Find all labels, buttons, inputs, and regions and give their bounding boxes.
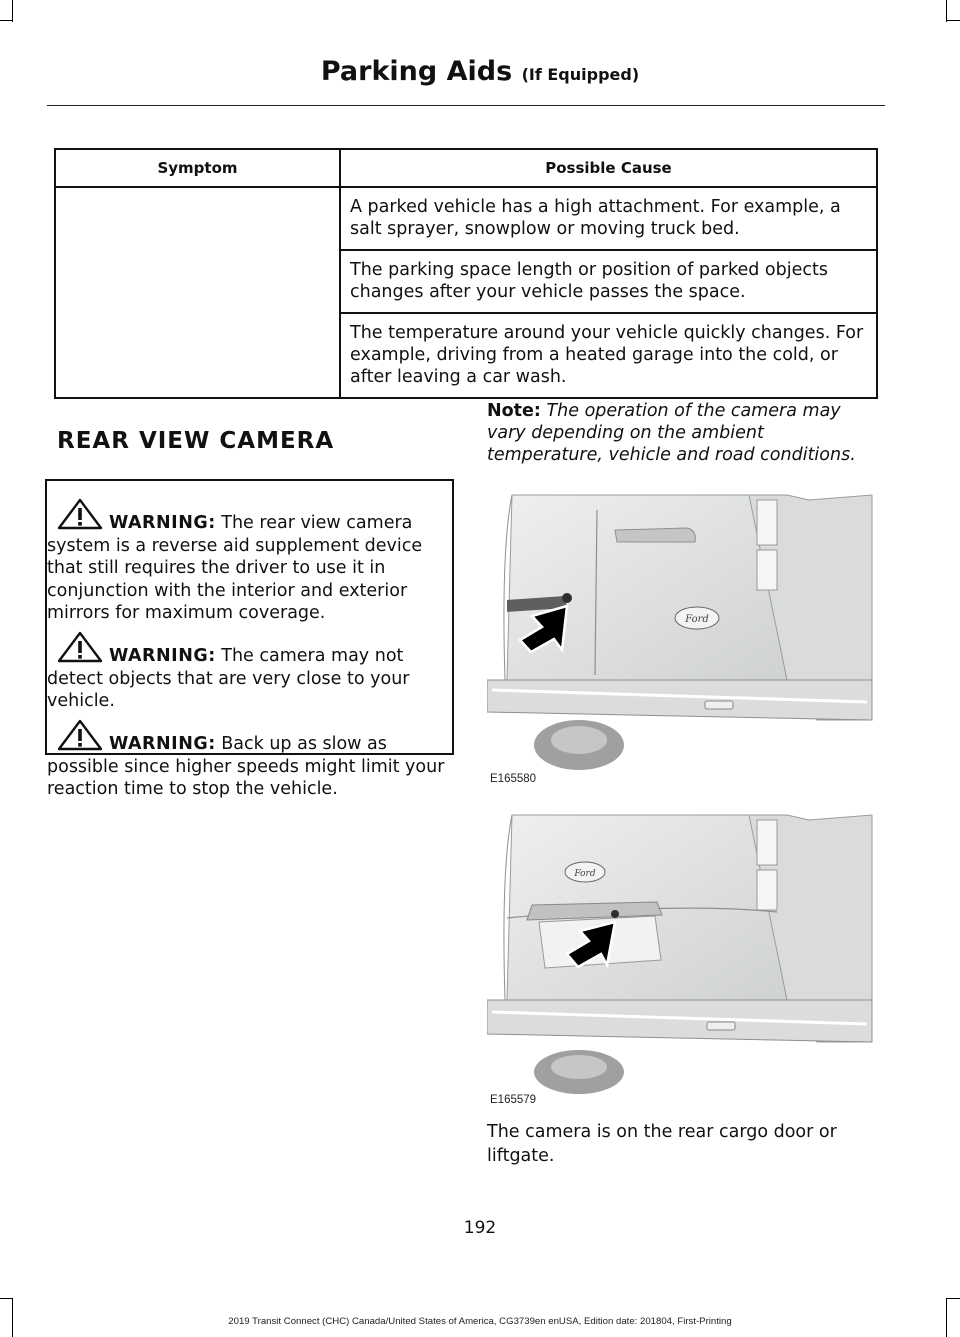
symptom-cell xyxy=(55,187,340,398)
cause-cell: The temperature around your vehicle quickly changes. For example, driving from a heated garage into the cold, or after leaving a car wash. xyxy=(340,313,877,398)
page-title xyxy=(0,56,960,87)
warning-triangle-icon xyxy=(56,631,104,663)
warning-triangle-icon xyxy=(56,719,104,751)
figure-code: E165579 xyxy=(490,1094,537,1106)
page-title-qualifier: (If Equipped) xyxy=(521,65,640,84)
figure-liftgate-camera xyxy=(487,810,875,1110)
section-heading: REAR VIEW CAMERA xyxy=(57,428,335,454)
warning-item xyxy=(47,512,449,625)
warning-text xyxy=(47,512,449,625)
van-rear-illustration xyxy=(487,490,875,790)
van-rear-illustration xyxy=(487,810,875,1110)
column-header-symptom: Symptom xyxy=(55,149,340,187)
crop-mark xyxy=(12,0,13,22)
warning-triangle-icon xyxy=(56,498,104,530)
crop-mark xyxy=(946,0,947,22)
table-row xyxy=(55,187,877,250)
warning-item xyxy=(47,733,449,801)
figure-caption: The camera is on the rear cargo door or liftgate. xyxy=(487,1122,837,1166)
cause-cell: The parking space length or position of parked objects changes after your vehicle passes the space. xyxy=(340,250,877,313)
page-number: 192 xyxy=(463,1218,497,1238)
figure-rear-door-camera xyxy=(487,490,875,790)
cause-cell: A parked vehicle has a high attachment. For example, a salt sprayer, snowplow or moving truck bed. xyxy=(340,187,877,250)
warning-text xyxy=(47,645,449,713)
warning-item xyxy=(47,645,449,713)
warning-body: The camera may not detect objects that are very close to your vehicle. xyxy=(47,646,410,711)
possible-cause-table xyxy=(54,148,878,399)
document-footer: 2019 Transit Connect (CHC) Canada/United States of America, CG3739en enUSA, Edition date: 201804, First-Printing xyxy=(228,1316,732,1327)
warning-text xyxy=(47,733,449,801)
note-label: Note: xyxy=(487,401,541,421)
warning-body: The rear view camera system is a reverse aid supplement device that still requires the driver to use it in conjunction with the interior and exterior mirrors for maximum coverage. xyxy=(47,513,423,623)
warning-body: Back up as slow as possible since higher speeds might limit your reaction time to stop the vehicle. xyxy=(47,734,445,799)
ford-badge-text: Ford xyxy=(574,869,596,879)
crop-mark xyxy=(0,1298,13,1299)
warning-box xyxy=(45,479,454,799)
ford-badge-text: Ford xyxy=(685,614,709,625)
note-paragraph xyxy=(487,400,882,466)
warning-label: WARNING: xyxy=(109,646,216,666)
crop-mark xyxy=(0,20,13,21)
warning-label: WARNING: xyxy=(109,734,216,754)
crop-mark xyxy=(946,1298,960,1299)
figure-code: E165580 xyxy=(490,773,537,785)
table-header-row xyxy=(55,149,877,187)
note-body: The operation of the camera may vary depending on the ambient temperature, vehicle and road conditions. xyxy=(487,401,856,465)
crop-mark xyxy=(946,20,960,21)
page-title-main: Parking Aids xyxy=(320,56,513,87)
warning-label: WARNING: xyxy=(109,513,216,533)
column-header-possible-cause: Possible Cause xyxy=(340,149,877,187)
title-rule xyxy=(47,105,885,106)
